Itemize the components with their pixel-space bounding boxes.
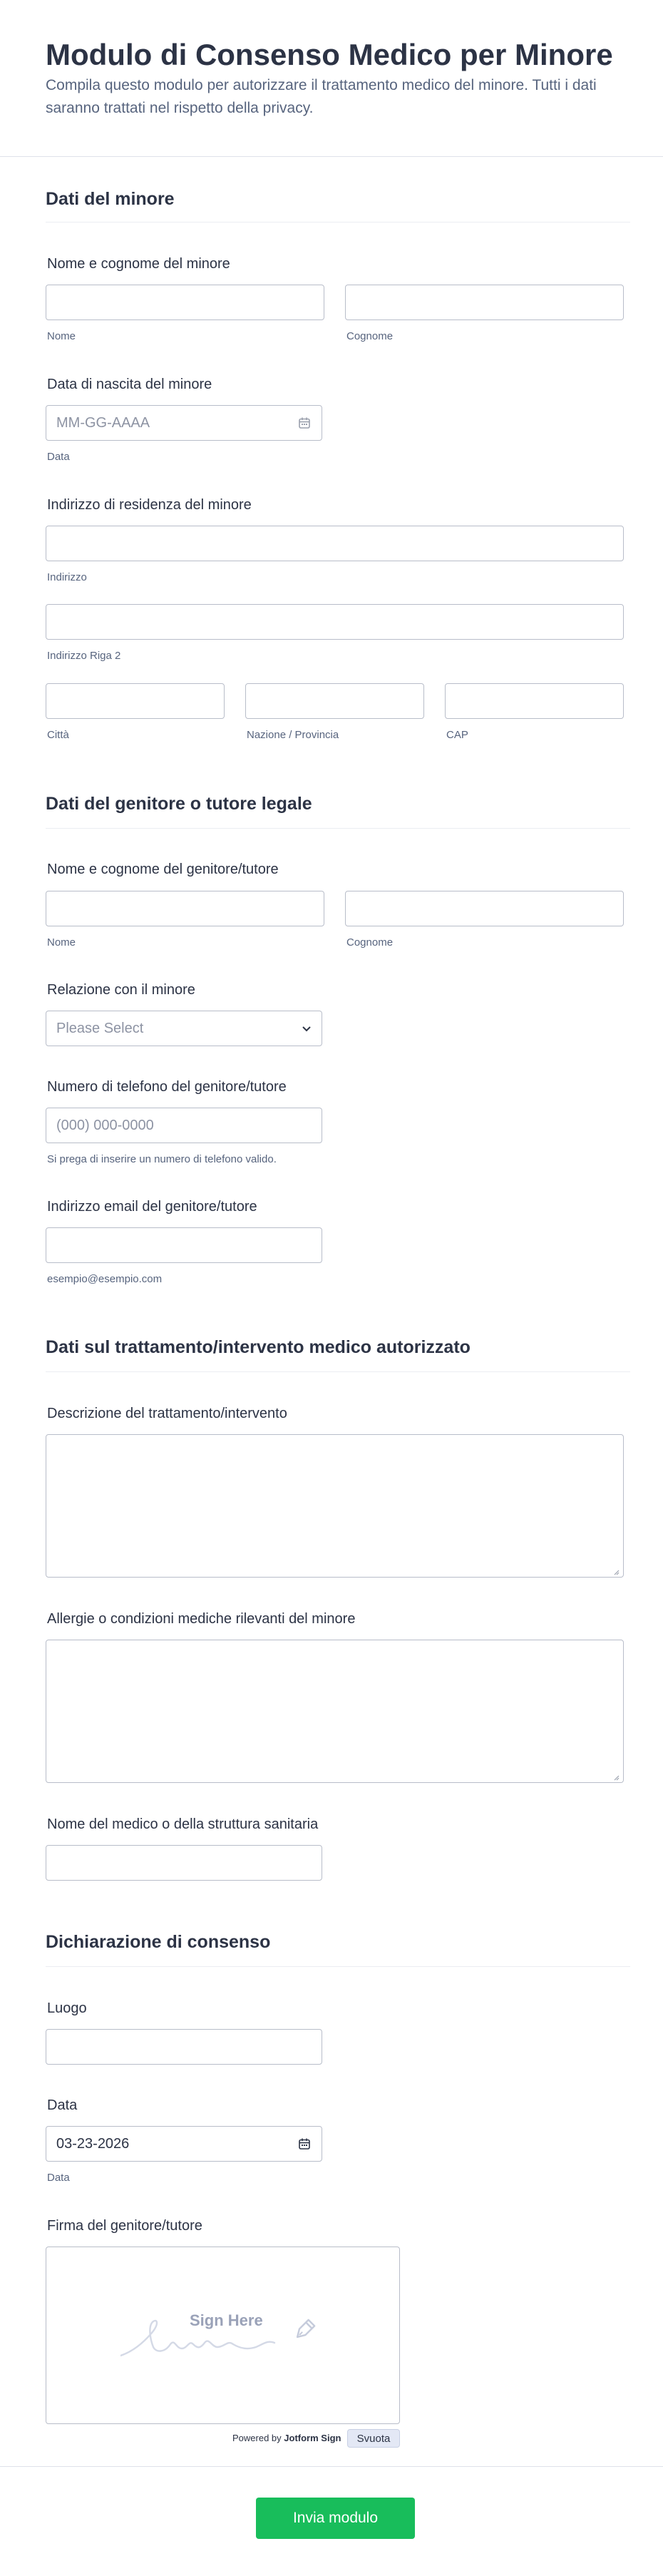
footer-divider (0, 2466, 663, 2467)
minor-address-line2-input[interactable] (46, 604, 624, 640)
chevron-down-icon (302, 1021, 312, 1037)
phone-label: Numero di telefono del genitore/tutore (47, 1079, 287, 1095)
minor-address-line1-sublabel: Indirizzo (47, 571, 87, 583)
place-label: Luogo (47, 2000, 87, 2016)
powered-prefix: Powered by (232, 2433, 282, 2443)
allergies-textarea[interactable] (46, 1640, 624, 1783)
signature-placeholder: Sign Here (190, 2311, 263, 2329)
section-title-treatment: Dati sul trattamento/intervento medico autorizzato (46, 1337, 471, 1357)
relation-select-value: Please Select (56, 1020, 144, 1036)
pen-icon (290, 2316, 319, 2344)
place-input[interactable] (46, 2029, 322, 2065)
section-divider (46, 222, 630, 223)
phone-input[interactable] (46, 1108, 322, 1143)
submit-button[interactable]: Invia modulo (256, 2498, 415, 2539)
minor-dob-input[interactable] (46, 405, 322, 441)
relation-label: Relazione con il minore (47, 982, 195, 998)
minor-dob-sublabel: Data (47, 451, 70, 463)
parent-first-name-sublabel: Nome (47, 936, 76, 949)
email-label: Indirizzo email del genitore/tutore (47, 1199, 257, 1215)
allergies-label: Allergie o condizioni mediche rilevanti del minore (47, 1611, 356, 1627)
section-title-parent: Dati del genitore o tutore legale (46, 794, 312, 814)
section-title-minor: Dati del minore (46, 189, 175, 209)
consent-date-input[interactable] (46, 2126, 322, 2162)
minor-address-label: Indirizzo di residenza del minore (47, 497, 252, 513)
minor-dob-label: Data di nascita del minore (47, 377, 212, 392)
clear-signature-button[interactable]: Svuota (347, 2429, 400, 2448)
section-divider (46, 1371, 630, 1372)
header-divider (0, 156, 663, 157)
email-sublabel: esempio@esempio.com (47, 1273, 163, 1285)
treatment-description-label: Descrizione del trattamento/intervento (47, 1406, 287, 1421)
powered-by (232, 2433, 341, 2443)
phone-sublabel: Si prega di inserire un numero di telefono valido. (47, 1153, 277, 1165)
treatment-description-textarea[interactable] (46, 1434, 624, 1578)
section-title-consent: Dichiarazione di consenso (46, 1932, 271, 1952)
minor-zip-sublabel: CAP (446, 729, 468, 741)
resize-grip-icon[interactable] (612, 1772, 620, 1779)
parent-name-label: Nome e cognome del genitore/tutore (47, 862, 279, 877)
minor-last-name-sublabel: Cognome (346, 330, 394, 342)
form-title: Modulo di Consenso Medico per Minore (46, 38, 613, 71)
relation-select[interactable] (46, 1011, 322, 1046)
minor-state-sublabel: Nazione / Provincia (247, 729, 339, 741)
signature-label: Firma del genitore/tutore (47, 2218, 202, 2234)
calendar-icon[interactable] (297, 416, 312, 430)
form-subtitle: Compila questo modulo per autorizzare il trattamento medico del minore. Tutti i dati saranno trattati nel rispetto della privacy. (46, 77, 597, 116)
minor-address-line2-sublabel: Indirizzo Riga 2 (47, 650, 121, 662)
parent-last-name-input[interactable] (345, 891, 624, 926)
doctor-label: Nome del medico o della struttura sanitaria (47, 1816, 319, 1832)
consent-date-label: Data (47, 2097, 78, 2113)
minor-first-name-input[interactable] (46, 285, 324, 320)
section-divider (46, 1966, 630, 1967)
resize-grip-icon[interactable] (612, 1566, 620, 1573)
minor-city-input[interactable] (46, 683, 225, 719)
parent-last-name-sublabel: Cognome (346, 936, 394, 949)
doctor-input[interactable] (46, 1845, 322, 1881)
minor-last-name-input[interactable] (345, 285, 624, 320)
minor-zip-input[interactable] (445, 683, 624, 719)
minor-address-line1-input[interactable] (46, 526, 624, 561)
signature-pad[interactable] (46, 2247, 400, 2424)
minor-city-sublabel: Città (47, 729, 69, 741)
powered-brand: Jotform Sign (284, 2433, 341, 2443)
parent-first-name-input[interactable] (46, 891, 324, 926)
email-input[interactable] (46, 1227, 322, 1263)
calendar-icon[interactable] (297, 2137, 312, 2151)
consent-date-sublabel: Data (47, 2172, 70, 2184)
minor-first-name-sublabel: Nome (47, 330, 76, 342)
section-divider (46, 828, 630, 829)
minor-name-label: Nome e cognome del minore (47, 256, 230, 272)
minor-state-input[interactable] (245, 683, 424, 719)
